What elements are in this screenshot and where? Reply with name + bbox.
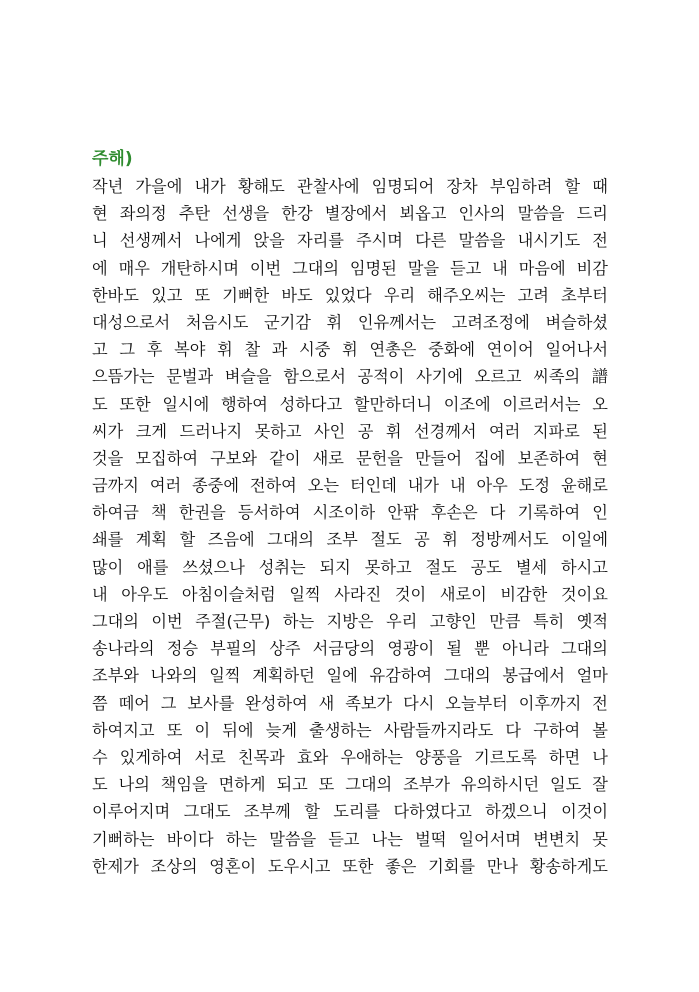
text-word: 만들어 — [415, 448, 463, 468]
text-line — [92, 717, 608, 744]
text-word: 내가 — [194, 177, 226, 196]
text-word: 절도 — [370, 530, 402, 550]
text-word: 여러 — [489, 421, 521, 441]
text-word: 되지 — [319, 557, 351, 577]
text-word: 관찰사에 — [296, 177, 360, 196]
text-word: 나는 — [371, 829, 403, 849]
text-word: 인유께서는 — [357, 312, 436, 332]
text-word: 사기에 — [416, 367, 464, 387]
text-word: 내 — [492, 258, 508, 278]
text-word: 벌떡 — [415, 829, 447, 849]
text-word: 새로 — [312, 448, 344, 468]
text-word: 전하여 — [249, 476, 297, 496]
text-word: 뵈옵고 — [399, 204, 447, 224]
text-word: 오 — [592, 394, 608, 414]
text-word: 조상의 — [150, 856, 198, 876]
text-word: 성하다고 — [279, 394, 343, 414]
text-word: 드러나지 — [179, 421, 243, 441]
text-word: 또한 — [119, 394, 151, 414]
text-word: 비감한 — [500, 584, 548, 604]
text-word: 못하고 — [364, 557, 412, 577]
text-word: 쇄를 — [92, 530, 124, 550]
text-word: 있고 — [151, 285, 183, 305]
text-word: 다 — [489, 503, 506, 523]
text-word: 또 — [194, 285, 211, 305]
text-word: 할 — [179, 530, 196, 550]
text-word: 말을 — [407, 258, 440, 278]
text-word: 휘 — [342, 340, 358, 360]
text-word: 도 — [92, 775, 108, 795]
text-word: 다른 — [415, 231, 447, 251]
text-word: 이 — [194, 720, 211, 740]
text-word: 된 — [592, 421, 608, 441]
text-word: 또 — [318, 775, 335, 795]
text-word: 중화에 — [428, 340, 476, 360]
text-word: 만나 — [486, 856, 519, 876]
text-line — [92, 608, 608, 635]
text-word: 앉을 — [253, 231, 285, 251]
text-word: 바도 — [281, 285, 313, 305]
text-word: 내 — [92, 584, 108, 604]
text-word: 등서하여 — [237, 503, 301, 523]
text-word: 아니라 — [501, 639, 549, 659]
text-word: 도정 — [518, 476, 551, 496]
text-word: 말씀을 — [269, 829, 317, 849]
text-word: 크게 — [135, 421, 168, 441]
text-word: 문헌을 — [356, 448, 403, 468]
text-word: 아우 — [476, 476, 508, 496]
text-word: 못 — [592, 829, 608, 849]
text-word: 인사의 — [458, 204, 506, 224]
text-word: 그 — [119, 340, 135, 360]
text-word: 좌의정 — [119, 204, 167, 224]
text-word: 족보가 — [345, 693, 393, 713]
text-word: 공 — [414, 530, 430, 550]
text-word: 종중에 — [192, 476, 239, 496]
text-word: 이것이 — [561, 802, 608, 822]
text-word: 譜 — [591, 367, 608, 387]
text-word: 듣고 — [328, 829, 360, 849]
text-word: 친목과 — [237, 747, 285, 767]
text-word: 그대의 — [292, 258, 339, 278]
text-word: 마음에 — [518, 258, 566, 278]
text-word: 개탄하시며 — [160, 258, 239, 278]
text-word: 뒤에 — [222, 720, 254, 740]
text-word: 사라진 — [334, 584, 382, 604]
text-line — [92, 554, 608, 581]
text-word: 보존하여 — [517, 448, 581, 468]
text-word: 바이다 — [166, 829, 214, 849]
text-word: 가을에 — [135, 177, 183, 196]
text-word: 후손은 — [430, 503, 478, 523]
text-word: 휘 — [442, 530, 458, 550]
text-word: 우리 — [383, 285, 416, 305]
text-word: 집에 — [474, 448, 506, 468]
text-word: 니 — [92, 231, 108, 251]
text-line — [92, 227, 608, 254]
text-word: 기르도록 — [474, 747, 537, 767]
text-word: 작년 — [92, 177, 124, 196]
text-word: 이번 — [151, 612, 183, 631]
text-word: 아침이슬처럼 — [181, 584, 276, 604]
text-word: 일에 — [326, 666, 358, 686]
text-word: 말씀을 — [517, 204, 565, 224]
text-word: 애를 — [137, 557, 169, 577]
text-word: 사인 — [313, 421, 346, 441]
text-word: 일어나서 — [545, 340, 608, 360]
text-word: 해주오씨는 — [427, 285, 506, 305]
text-word: 나 — [592, 747, 608, 767]
text-word: 여러 — [149, 476, 182, 496]
text-word: 뿐 — [474, 639, 490, 659]
text-word: 찰 — [244, 340, 261, 360]
text-word: 부임하려 — [489, 177, 553, 196]
document-page — [92, 146, 608, 880]
text-word: 이르러서는 — [502, 394, 581, 414]
text-word: 시중 — [299, 340, 331, 360]
text-line — [92, 853, 608, 880]
text-line — [92, 662, 608, 689]
text-word: 또한 — [342, 856, 374, 876]
text-word: 것을 — [92, 448, 124, 468]
text-word: 인 — [592, 503, 608, 523]
text-word: 윤해로 — [560, 476, 608, 496]
text-word: 다 — [505, 720, 522, 740]
text-word: 성취는 — [258, 557, 306, 577]
text-word: 하겠으니 — [485, 802, 548, 822]
text-word: 일어서며 — [458, 829, 522, 849]
text-word: 기회를 — [428, 856, 476, 876]
text-word: 연이어 — [486, 340, 534, 360]
text-line — [92, 826, 608, 853]
text-line — [92, 499, 608, 526]
text-word: 하는 — [282, 612, 315, 631]
text-word: 후 — [146, 340, 163, 360]
text-word: 복야 — [174, 340, 206, 360]
text-word: 이루어지며 — [92, 802, 171, 822]
text-word: 있게하여 — [119, 747, 183, 767]
text-word: 서로 — [194, 747, 226, 767]
text-word: 이조에 — [443, 394, 491, 414]
text-line — [92, 635, 608, 662]
text-word: 모집하여 — [135, 448, 198, 468]
text-word: 유감하여 — [369, 666, 433, 686]
text-word: 나와의 — [150, 666, 198, 686]
text-word: 볼 — [592, 720, 608, 740]
text-line — [92, 690, 608, 717]
text-word: 연총은 — [369, 340, 417, 360]
text-word: 함으로서 — [283, 367, 346, 387]
text-word: 다시 — [403, 693, 435, 713]
text-line — [92, 581, 608, 608]
text-word: 조부 — [326, 530, 358, 550]
text-word: 것이 — [394, 584, 427, 604]
text-word: 서금당의 — [312, 639, 376, 659]
text-word: 이번 — [249, 258, 282, 278]
text-word: 고향인 — [429, 612, 477, 631]
text-word: 일찍 — [209, 666, 241, 686]
text-word: 아우도 — [121, 584, 169, 604]
text-word: 드리 — [576, 204, 608, 224]
text-word: 선생을 — [222, 204, 270, 224]
text-word: 으뜸가는 — [92, 367, 155, 387]
text-word: 늦게 — [265, 720, 297, 740]
text-word: 떼어 — [118, 693, 150, 713]
text-word: 기뻐하는 — [92, 829, 155, 849]
text-word: 공 — [357, 421, 374, 441]
text-word: 나의 — [118, 775, 150, 795]
text-word: 황송하게도 — [529, 856, 608, 876]
text-word: 선생께서 — [119, 231, 183, 251]
text-word: 양풍을 — [415, 747, 463, 767]
text-line — [92, 200, 608, 227]
text-line — [92, 418, 608, 445]
text-word: 휘 — [326, 312, 343, 332]
text-word: 고려 — [517, 285, 549, 305]
text-word: 한권을 — [178, 503, 226, 523]
text-word: 완성하여 — [245, 693, 308, 713]
text-line — [92, 771, 608, 798]
text-word: 매우 — [118, 258, 150, 278]
text-word: 보사를 — [187, 693, 235, 713]
text-line — [92, 255, 608, 282]
text-line — [92, 445, 608, 472]
text-word: 공적이 — [357, 367, 405, 387]
text-word: 에 — [92, 258, 108, 278]
text-word: 때 — [592, 177, 608, 196]
text-word: 그 — [160, 693, 177, 713]
text-word: 조부와 — [92, 666, 139, 686]
text-word: 변변치 — [533, 829, 581, 849]
text-word: 일찍 — [289, 584, 321, 604]
text-word: 고려조정에 — [451, 312, 530, 332]
text-word: 즈음에 — [207, 530, 255, 550]
text-word: 하는 — [225, 829, 258, 849]
text-word: 될 — [446, 639, 463, 659]
text-word: 일시에 — [162, 394, 210, 414]
text-word: 초부터 — [560, 285, 608, 305]
text-word: 행하여 — [220, 394, 268, 414]
text-word: 주절(근무) — [195, 612, 271, 631]
text-word: 구보와 — [210, 448, 258, 468]
text-word: 만큼 — [489, 612, 521, 631]
text-word: 선경께서 — [414, 421, 477, 441]
text-word: 하여금 — [92, 503, 139, 523]
text-word: 같이 — [269, 448, 301, 468]
text-word: 쯤 — [92, 693, 108, 713]
text-word: 대성으로서 — [92, 312, 171, 332]
text-line — [92, 336, 608, 363]
text-word: 휘 — [385, 421, 402, 441]
text-word: 정방께서도 — [470, 530, 549, 550]
text-word: 정승 — [166, 639, 198, 659]
text-word: 상주 — [269, 639, 301, 659]
text-word: 구하여 — [533, 720, 581, 740]
text-word: 잘 — [592, 775, 608, 795]
text-word: 한바도 — [92, 285, 139, 305]
text-word: 책임을 — [160, 775, 208, 795]
text-word: 새로이 — [439, 584, 487, 604]
text-word: 효와 — [296, 747, 329, 767]
text-word: 특히 — [532, 612, 565, 631]
text-word: 추탄 — [178, 204, 211, 224]
text-word: 우리 — [386, 612, 418, 631]
text-line — [92, 363, 608, 390]
text-word: 금까지 — [92, 476, 139, 496]
text-word: 못하고 — [254, 421, 302, 441]
text-word: 사람들까지라도 — [383, 720, 494, 740]
text-word: 문벌과 — [166, 367, 214, 387]
text-word: 다하였다고 — [393, 802, 472, 822]
text-word: 도리를 — [333, 802, 381, 822]
text-word: 할 — [304, 802, 320, 822]
text-line — [92, 472, 608, 499]
text-word: 별장에서 — [324, 204, 388, 224]
text-word: 그대의 — [561, 639, 608, 659]
text-word: 부필의 — [210, 639, 258, 659]
text-word: 오늘부터 — [445, 693, 508, 713]
text-line — [92, 744, 608, 771]
text-word: 씨족의 — [533, 367, 581, 387]
text-word: 전 — [592, 231, 608, 251]
text-word: 출생하는 — [309, 720, 372, 740]
text-word: 도우시고 — [267, 856, 331, 876]
text-word: 유의하시던 — [460, 775, 540, 795]
text-word: 것이요 — [560, 584, 608, 604]
text-line — [92, 798, 608, 825]
text-word: 좋은 — [385, 856, 417, 876]
text-word: 오는 — [307, 476, 340, 496]
text-word: 하여지고 — [92, 720, 155, 740]
text-word: 또 — [166, 720, 183, 740]
text-word: 하면 — [548, 747, 581, 767]
text-word: 계획하던 — [252, 666, 315, 686]
text-word: 휘 — [217, 340, 233, 360]
text-word: 비감 — [576, 258, 608, 278]
text-word: 나에게 — [194, 231, 242, 251]
text-word: 면하게 — [218, 775, 266, 795]
text-word: 벼슬하셨 — [545, 312, 608, 332]
text-word: 한강 — [281, 204, 313, 224]
text-word: 일도 — [550, 775, 582, 795]
text-word: 전 — [592, 693, 608, 713]
text-line — [92, 173, 608, 200]
text-word: 조부께 — [243, 802, 291, 822]
text-word: 시조이하 — [312, 503, 376, 523]
text-word: 하시고 — [560, 557, 608, 577]
text-word: 우애하는 — [340, 747, 403, 767]
text-word: 쓰셨으나 — [182, 557, 245, 577]
text-word: 그대의 — [345, 775, 393, 795]
text-word: 계획 — [135, 530, 168, 550]
text-word: 되고 — [276, 775, 308, 795]
text-line — [92, 526, 608, 553]
section-heading: 주해) — [92, 149, 133, 169]
text-word: 그대도 — [183, 802, 231, 822]
text-word: 말씀을 — [458, 231, 506, 251]
text-word: 내 — [449, 476, 466, 496]
text-word: 수 — [92, 747, 108, 767]
text-word: 현 — [92, 204, 108, 224]
text-word: 기뻐한 — [222, 285, 270, 305]
text-word: 많이 — [92, 557, 124, 577]
text-word: 지파로 — [532, 421, 580, 441]
text-word: 옛적 — [576, 612, 608, 631]
text-word: 내가 — [407, 476, 440, 496]
text-word: 그대의 — [92, 612, 139, 631]
text-word: 그대의 — [267, 530, 315, 550]
text-word: 있었다 — [324, 285, 372, 305]
text-line — [92, 391, 608, 418]
text-word: 터인데 — [349, 476, 397, 496]
text-word: 임명되어 — [371, 177, 435, 196]
text-word: 공도 — [470, 557, 502, 577]
text-word: 처음시도 — [185, 312, 249, 332]
text-word: 내시기도 — [517, 231, 581, 251]
text-word: 벼슬을 — [224, 367, 272, 387]
text-word: 씨가 — [92, 421, 124, 441]
text-word: 봉급에서 — [502, 666, 565, 686]
text-word: 오르고 — [474, 367, 522, 387]
text-word: 절도 — [425, 557, 457, 577]
text-word: 한제가 — [92, 856, 139, 876]
text-word: 듣고 — [449, 258, 482, 278]
text-word: 이후까지 — [518, 693, 582, 713]
text-word: 지방은 — [326, 612, 374, 631]
text-word: 현 — [592, 448, 608, 468]
text-word: 송나라의 — [92, 639, 155, 659]
body-text — [92, 173, 608, 880]
text-word: 고 — [92, 340, 108, 360]
text-word: 군기감 — [264, 312, 311, 332]
text-word: 기록하여 — [517, 503, 581, 523]
text-word: 그대의 — [443, 666, 491, 686]
text-line — [92, 309, 608, 336]
text-word: 새 — [318, 693, 335, 713]
text-word: 황해도 — [237, 177, 285, 196]
text-word: 주시며 — [356, 231, 403, 251]
text-word: 이일에 — [561, 530, 608, 550]
text-word: 별세 — [515, 557, 548, 577]
text-word: 조부가 — [403, 775, 450, 795]
text-word: 할만하더니 — [353, 394, 433, 414]
text-word: 임명된 — [349, 258, 397, 278]
text-word: 도 — [92, 394, 108, 414]
text-line — [92, 282, 608, 309]
text-word: 장차 — [446, 177, 478, 196]
text-word: 영혼이 — [209, 856, 257, 876]
text-word: 안팎 — [387, 503, 419, 523]
text-word: 할 — [564, 177, 581, 196]
text-word: 얼마 — [576, 666, 608, 686]
text-word: 책 — [151, 503, 167, 523]
text-word: 과 — [271, 340, 288, 360]
text-word: 자리를 — [296, 231, 344, 251]
text-word: 영광이 — [387, 639, 435, 659]
